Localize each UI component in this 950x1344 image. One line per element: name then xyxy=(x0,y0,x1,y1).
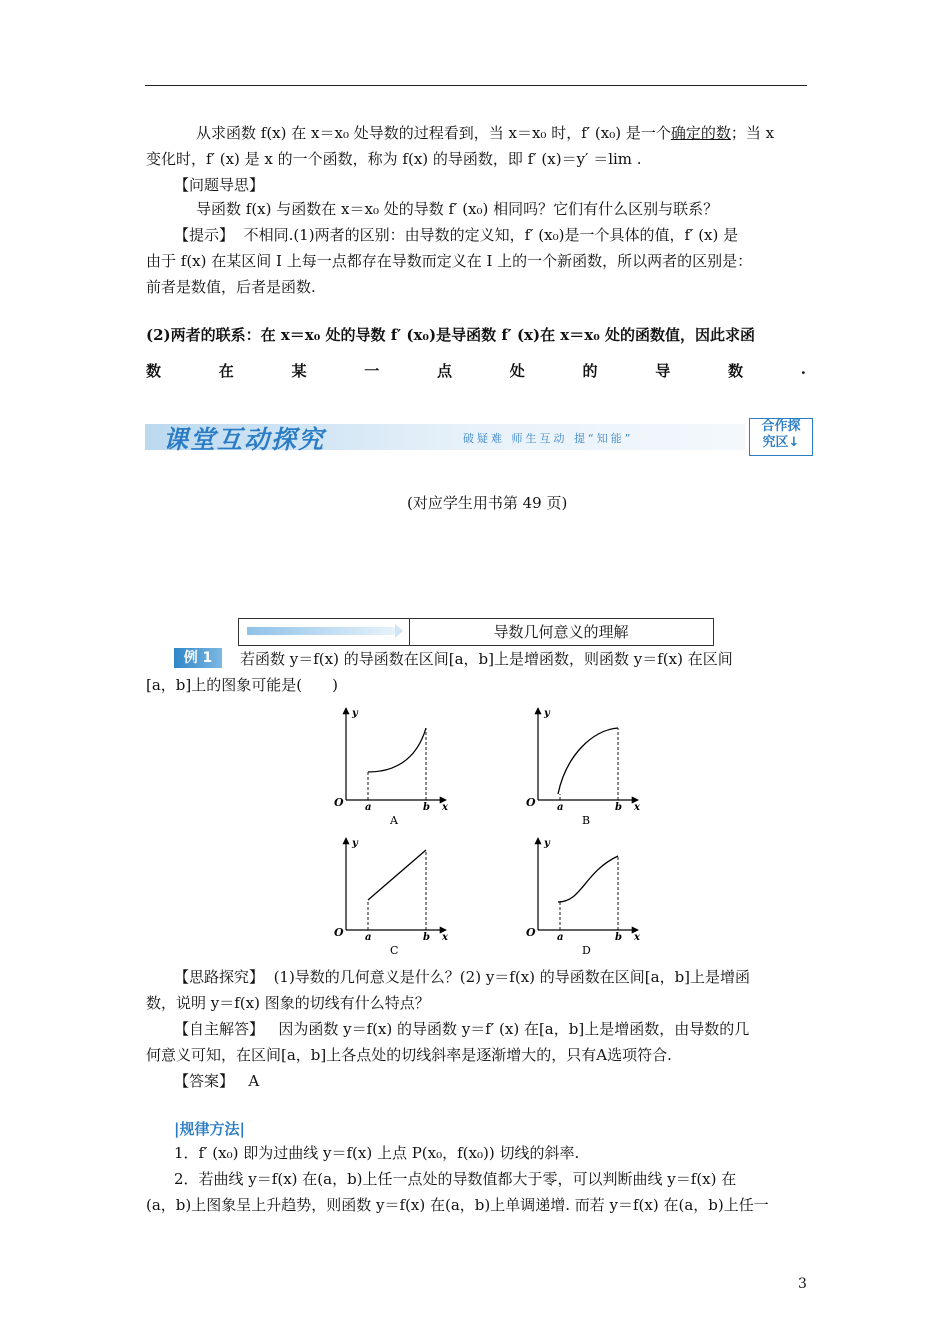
y-label: y xyxy=(352,838,358,849)
intro-line-1 xyxy=(196,120,774,146)
x-label: x xyxy=(634,802,640,813)
solution-label: 【自主解答】 xyxy=(174,1020,265,1038)
topic-box xyxy=(238,618,714,646)
answer-line xyxy=(174,1068,259,1094)
relation-char: 某 xyxy=(291,362,307,380)
hint-label: 【提示】 xyxy=(174,226,235,244)
relation-char: 数 xyxy=(146,362,162,380)
relation-char: 一 xyxy=(364,362,380,380)
hint-line-3: 前者是数值，后者是函数. xyxy=(146,278,316,296)
relation-line-2 xyxy=(146,360,806,381)
relation-line-1: (2)两者的联系：在 x＝x₀ 处的导数 f′ (x₀)是导函数 f′ (x)在 x＝x₀ 处的函数值，因此求函 xyxy=(146,326,755,344)
function-curve xyxy=(558,728,618,794)
a-label: a xyxy=(557,932,564,943)
thinking-line-1 xyxy=(174,964,750,990)
topic-decoration xyxy=(239,619,410,645)
reference-note: (对应学生用书第 49 页) xyxy=(407,494,568,512)
origin-label: O xyxy=(526,796,536,809)
answer-value: A xyxy=(248,1072,260,1090)
banner-box-line-1: 合作探 xyxy=(761,419,801,434)
origin-label: O xyxy=(334,926,344,939)
relation-char: . xyxy=(800,360,806,378)
x-label: x xyxy=(442,802,448,813)
page-number: 3 xyxy=(798,1276,807,1292)
intro-line-2: 变化时，f′ (x) 是 x 的一个函数，称为 f(x) 的导函数，即 f′ (x)＝y′ ＝lim . xyxy=(146,150,642,168)
relation-char: 点 xyxy=(437,362,453,380)
option-label: A xyxy=(390,814,398,827)
banner-box xyxy=(749,418,813,456)
relation-char: 导 xyxy=(655,362,671,380)
thinking-line-2: 数，说明 y＝f(x) 图象的切线有什么特点？ xyxy=(146,994,430,1012)
option-graphs xyxy=(320,700,660,960)
a-label: a xyxy=(365,932,372,943)
method-item-2-line-1: 2．若曲线 y＝f(x) 在(a，b)上任一点处的导数值都大于零，可以判断曲线 y＝f(x) 在 xyxy=(174,1170,737,1188)
hint-line-1 xyxy=(174,222,738,248)
method-tag: |规律方法| xyxy=(174,1120,245,1138)
banner-subtitle: 破疑难 师生互动 提“知能” xyxy=(463,432,634,445)
arrow-icon xyxy=(247,627,397,635)
function-curve xyxy=(558,856,618,902)
banner-title: 课堂互动探究 xyxy=(163,425,326,454)
intro-underlined-text: 确定的数 xyxy=(670,124,731,142)
a-label: a xyxy=(557,802,564,813)
y-label: y xyxy=(352,708,358,719)
b-label: b xyxy=(615,932,622,943)
example-tag: 例 1 xyxy=(174,648,222,668)
banner-box-line-2: 究区↓ xyxy=(762,435,800,450)
example-line-2: [a，b]上的图象可能是( ) xyxy=(146,676,338,694)
section-banner xyxy=(145,416,815,456)
function-curve xyxy=(368,850,426,900)
intro-line-1-suffix: ；当 x xyxy=(730,124,775,142)
topic-title: 导数几何意义的理解 xyxy=(493,623,629,641)
origin-label: O xyxy=(526,926,536,939)
answer-label: 【答案】 xyxy=(174,1072,235,1090)
option-label: B xyxy=(582,814,591,827)
x-label: x xyxy=(634,932,640,943)
question-text: 导函数 f(x) 与函数在 x＝x₀ 处的导数 f′ (x₀) 相同吗？它们有什么区别与联系？ xyxy=(196,200,719,218)
x-label: x xyxy=(442,932,448,943)
option-label: D xyxy=(582,944,591,957)
thinking-line-1-text: (1)导数的几何意义是什么？(2) y＝f(x) 的导函数在区间[a，b]上是增函 xyxy=(273,968,751,986)
relation-char: 处 xyxy=(509,362,525,380)
hint-line-2: 由于 f(x) 在某区间 I 上每一点都存在导数而定义在 I 上的一个新函数，所以两者的区别是： xyxy=(146,252,753,270)
arrow-tip-icon xyxy=(395,624,403,638)
method-item-2-line-2: (a，b)上图象呈上升趋势，则函数 y＝f(x) 在(a，b)上单调递增. 而若 y＝f(x) 在(a，b)上任一 xyxy=(146,1196,769,1214)
header-rule xyxy=(145,85,807,86)
relation-char: 数 xyxy=(728,362,744,380)
a-label: a xyxy=(365,802,372,813)
function-curve xyxy=(368,728,426,772)
b-label: b xyxy=(615,802,622,813)
y-label: y xyxy=(544,838,550,849)
origin-label: O xyxy=(334,796,344,809)
y-label: y xyxy=(544,708,550,719)
relation-char: 的 xyxy=(582,362,598,380)
relation-spread-text xyxy=(146,360,806,381)
method-item-1: 1．f′ (x₀) 即为过曲线 y＝f(x) 上点 P(x₀，f(x₀)) 切线的斜率. xyxy=(174,1144,580,1162)
option-label: C xyxy=(390,944,399,957)
hint-line-1-text: 不相同.(1)两者的区别：由导数的定义知，f′ (x₀)是一个具体的值，f′ (x) 是 xyxy=(243,226,739,244)
solution-line-2: 何意义可知，在区间[a，b]上各点处的切线斜率是逐渐增大的，只有A选项符合. xyxy=(146,1046,672,1064)
example-line-1: 若函数 y＝f(x) 的导函数在区间[a，b]上是增函数，则函数 y＝f(x) 在区间 xyxy=(240,650,733,668)
b-label: b xyxy=(423,802,430,813)
b-label: b xyxy=(423,932,430,943)
solution-line-1 xyxy=(174,1016,749,1042)
thinking-label: 【思路探究】 xyxy=(174,968,265,986)
relation-char: 在 xyxy=(218,362,234,380)
solution-line-1-text: 因为函数 y＝f(x) 的导函数 y＝f′ (x) 在[a，b]上是增函数，由导数的几 xyxy=(278,1020,750,1038)
question-heading: 【问题导思】 xyxy=(174,176,265,194)
intro-line-1-prefix: 从求函数 f(x) 在 x＝x₀ 处导数的过程看到，当 x＝x₀ 时，f′ (x₀) 是一个 xyxy=(196,124,671,142)
